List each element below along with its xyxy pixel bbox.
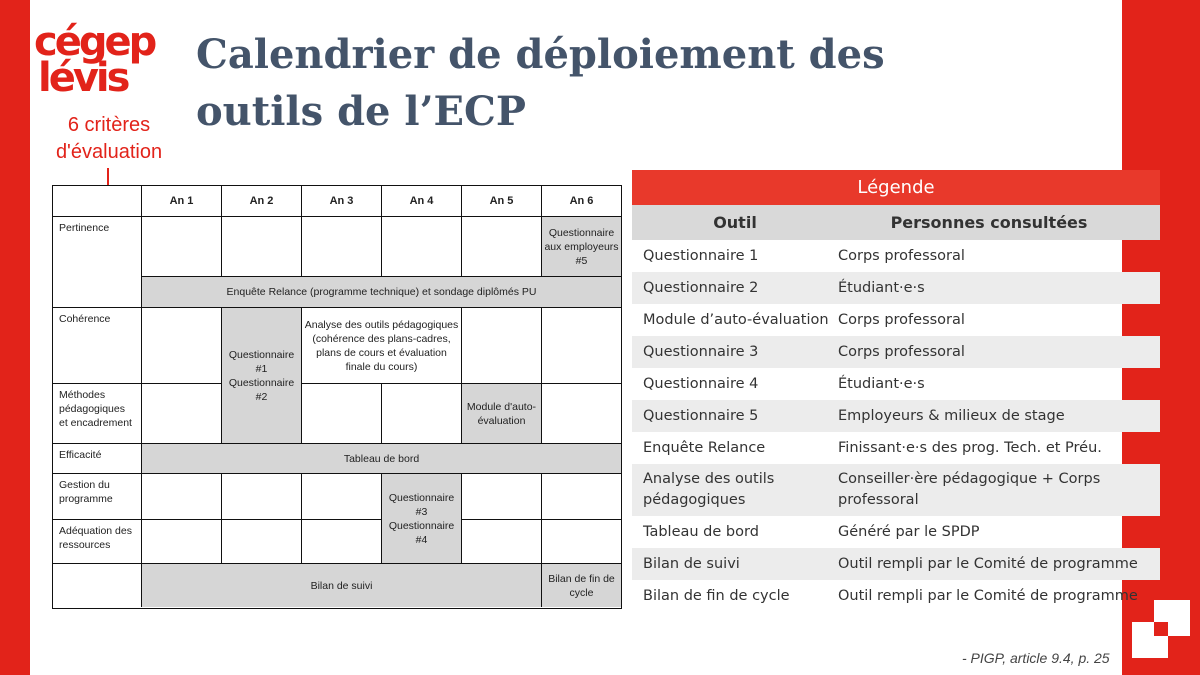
year-header-2: An 2 [222, 186, 302, 217]
empty-cell [462, 520, 542, 564]
legend-tool: Questionnaire 1 [643, 247, 759, 264]
legend-header-row [632, 205, 1160, 240]
legend-people: Employeurs & milieux de stage [838, 407, 1065, 424]
empty-cell [302, 217, 382, 277]
legend-people: Conseiller·ère pédagogique + Corps professoral [838, 471, 1101, 508]
cegep-corner-logo-icon [1132, 600, 1190, 658]
block-module-auto-evaluation: Module d'auto-évaluation [462, 384, 542, 444]
legend-row [632, 336, 1160, 368]
legend-row [632, 580, 1160, 612]
legend-tool: Analyse des outils pédagogiques [643, 471, 775, 508]
legend-people: Corps professoral [838, 343, 965, 360]
empty-cell [222, 217, 302, 277]
empty-cell [222, 520, 302, 564]
year-header-4: An 4 [382, 186, 462, 217]
block-questionnaires-3-4: Questionnaire #3 Questionnaire #4 [382, 474, 462, 564]
deployment-schedule-table [52, 185, 622, 609]
legend-tool: Questionnaire 5 [643, 407, 759, 424]
legend-header-outil: Outil [713, 213, 757, 232]
empty-cell [542, 384, 621, 444]
criterion-methodes: Méthodes pédagogiques et encadrement [53, 384, 142, 444]
legend-tool: Tableau de bord [643, 523, 759, 540]
criteria-note: 6 critères d'évaluation [55, 114, 163, 163]
block-bilan-fin-de-cycle: Bilan de fin de cycle [542, 564, 621, 607]
legend-row [632, 400, 1160, 432]
year-header-1: An 1 [142, 186, 222, 217]
empty-cell [53, 564, 142, 607]
legend-people: Étudiant·e·s [838, 375, 925, 392]
legend-row [632, 432, 1160, 464]
legend-title: Légende [632, 170, 1160, 205]
criterion-coherence: Cohérence [53, 308, 142, 384]
logo-line2: lévis [38, 55, 128, 101]
legend-row [632, 272, 1160, 304]
criterion-adequation: Adéquation des ressources [53, 520, 142, 564]
empty-cell [142, 384, 222, 444]
legend-tool: Questionnaire 4 [643, 375, 759, 392]
legend-people: Généré par le SPDP [838, 523, 980, 540]
empty-cell [302, 384, 382, 444]
header-corner-cell [53, 186, 142, 217]
legend-row [632, 464, 1160, 516]
empty-cell [142, 308, 222, 384]
empty-cell [142, 474, 222, 520]
legend-row [632, 548, 1160, 580]
legend-row [632, 240, 1160, 272]
legend-row [632, 304, 1160, 336]
block-analyse-outils: Analyse des outils pédagogiques (cohérence des plans-cadres, plans de cours et évaluation finale du cours) [302, 308, 462, 384]
legend-people: Outil rempli par le Comité de programme [838, 587, 1138, 604]
criterion-gestion: Gestion du programme [53, 474, 142, 520]
block-questionnaires-1-2: Questionnaire #1 Questionnaire #2 [222, 308, 302, 444]
empty-cell [302, 474, 382, 520]
empty-cell [462, 217, 542, 277]
legend-header-personnes: Personnes consultées [890, 213, 1088, 232]
empty-cell [382, 384, 462, 444]
legend-people: Finissant·e·s des prog. Tech. et Préu. [838, 439, 1102, 456]
legend-tool: Questionnaire 2 [643, 279, 759, 296]
empty-cell [542, 474, 621, 520]
source-citation: - PIGP, article 9.4, p. 25 [962, 650, 1110, 666]
legend-table [632, 170, 1160, 612]
block-questionnaire-5: Questionnaire aux employeurs #5 [542, 217, 621, 277]
year-header-6: An 6 [542, 186, 621, 217]
legend-people: Étudiant·e·s [838, 279, 925, 296]
criterion-pertinence: Pertinence [53, 217, 142, 308]
empty-cell [462, 308, 542, 384]
empty-cell [142, 217, 222, 277]
block-bilan-de-suivi: Bilan de suivi [142, 564, 542, 607]
legend-tool: Bilan de fin de cycle [643, 587, 790, 604]
empty-cell [542, 308, 621, 384]
legend-tool: Module d’auto-évaluation [643, 311, 829, 328]
block-tableau-de-bord: Tableau de bord [142, 444, 621, 474]
legend-row [632, 516, 1160, 548]
cegep-levis-logo [34, 19, 174, 101]
empty-cell [542, 520, 621, 564]
legend-tool: Questionnaire 3 [643, 343, 759, 360]
empty-cell [462, 474, 542, 520]
empty-cell [142, 520, 222, 564]
slide-title: Calendrier de déploiement des outils de l’ECP [196, 31, 885, 135]
year-header-3: An 3 [302, 186, 382, 217]
legend-people: Outil rempli par le Comité de programme [838, 555, 1138, 572]
legend-tool: Enquête Relance [643, 439, 766, 456]
legend-row [632, 368, 1160, 400]
logo-line1: cégep [34, 19, 155, 65]
empty-cell [302, 520, 382, 564]
criterion-efficacite: Efficacité [53, 444, 142, 474]
legend-tool: Bilan de suivi [643, 555, 740, 572]
legend-people: Corps professoral [838, 247, 965, 264]
left-accent-bar [0, 0, 30, 675]
legend-people: Corps professoral [838, 311, 965, 328]
empty-cell [222, 474, 302, 520]
block-enquete-relance: Enquête Relance (programme technique) et sondage diplômés PU [142, 277, 621, 308]
empty-cell [382, 217, 462, 277]
year-header-5: An 5 [462, 186, 542, 217]
